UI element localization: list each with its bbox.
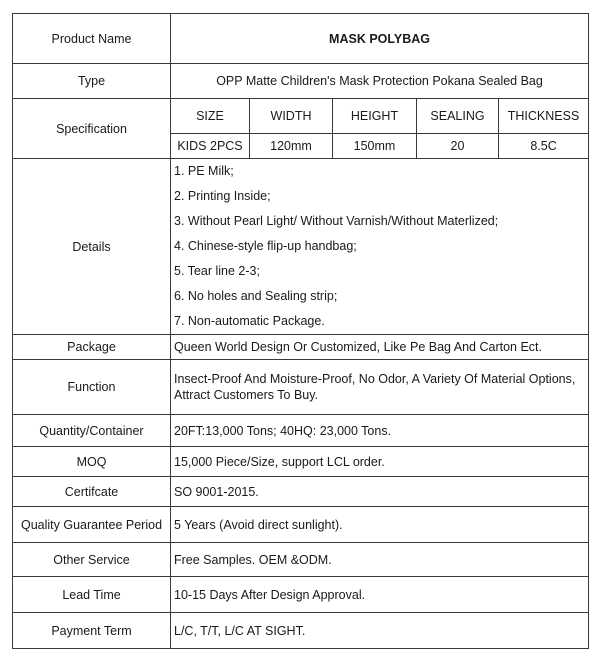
details-item: 2. Printing Inside; <box>174 189 271 203</box>
type-value: OPP Matte Children's Mask Protection Pokana Sealed Bag <box>171 64 589 99</box>
product-name-value: MASK POLYBAG <box>171 14 589 64</box>
row-quantity-container <box>13 415 589 447</box>
function-label: Function <box>13 360 171 415</box>
details-item: 1. PE Milk; <box>174 164 234 178</box>
lead-time-label: Lead Time <box>13 577 171 613</box>
specification-label: Specification <box>13 99 171 159</box>
spec-header-sealing: SEALING <box>417 99 499 134</box>
quality-guarantee-label: Quality Guarantee Period <box>13 507 171 543</box>
quantity-container-label: Quantity/Container <box>13 415 171 447</box>
details-item: 5. Tear line 2-3; <box>174 264 260 278</box>
details-item: 7. Non-automatic Package. <box>174 314 325 328</box>
certificate-label: Certifcate <box>13 477 171 507</box>
package-value: Queen World Design Or Customized, Like Pe Bag And Carton Ect. <box>171 335 589 360</box>
row-moq <box>13 447 589 477</box>
row-other-service <box>13 543 589 577</box>
details-list <box>171 159 589 335</box>
row-payment-term <box>13 613 589 649</box>
spec-header-height: HEIGHT <box>333 99 417 134</box>
spec-value-size: KIDS 2PCS <box>171 134 250 159</box>
package-label: Package <box>13 335 171 360</box>
spec-value-thickness: 8.5C <box>499 134 589 159</box>
function-value: Insect-Proof And Moisture-Proof, No Odor, A Variety Of Material Options, Attract Customers To Buy. <box>171 360 589 415</box>
details-item: 4. Chinese-style flip-up handbag; <box>174 239 357 253</box>
moq-label: MOQ <box>13 447 171 477</box>
certificate-value: SO 9001-2015. <box>171 477 589 507</box>
spec-value-width: 120mm <box>250 134 333 159</box>
details-item: 3. Without Pearl Light/ Without Varnish/Without Materlized; <box>174 214 499 228</box>
row-lead-time <box>13 577 589 613</box>
spec-header-width: WIDTH <box>250 99 333 134</box>
lead-time-value: 10-15 Days After Design Approval. <box>171 577 589 613</box>
product-name-label: Product Name <box>13 14 171 64</box>
row-product-name <box>13 14 589 64</box>
moq-value: 15,000 Piece/Size, support LCL order. <box>171 447 589 477</box>
row-function <box>13 360 589 415</box>
other-service-label: Other Service <box>13 543 171 577</box>
row-package <box>13 335 589 360</box>
spec-header-size: SIZE <box>171 99 250 134</box>
quality-guarantee-value: 5 Years (Avoid direct sunlight). <box>171 507 589 543</box>
product-spec-table <box>12 13 589 649</box>
spec-value-sealing: 20 <box>417 134 499 159</box>
details-label: Details <box>13 159 171 335</box>
row-quality-guarantee <box>13 507 589 543</box>
row-type <box>13 64 589 99</box>
payment-term-label: Payment Term <box>13 613 171 649</box>
spec-value-height: 150mm <box>333 134 417 159</box>
payment-term-value: L/C, T/T, L/C AT SIGHT. <box>171 613 589 649</box>
spec-header-thickness: THICKNESS <box>499 99 589 134</box>
type-label: Type <box>13 64 171 99</box>
other-service-value: Free Samples. OEM &ODM. <box>171 543 589 577</box>
quantity-container-value: 20FT:13,000 Tons; 40HQ: 23,000 Tons. <box>171 415 589 447</box>
details-item: 6. No holes and Sealing strip; <box>174 289 338 303</box>
row-details <box>13 159 589 335</box>
row-certificate <box>13 477 589 507</box>
row-specification-header <box>13 99 589 134</box>
